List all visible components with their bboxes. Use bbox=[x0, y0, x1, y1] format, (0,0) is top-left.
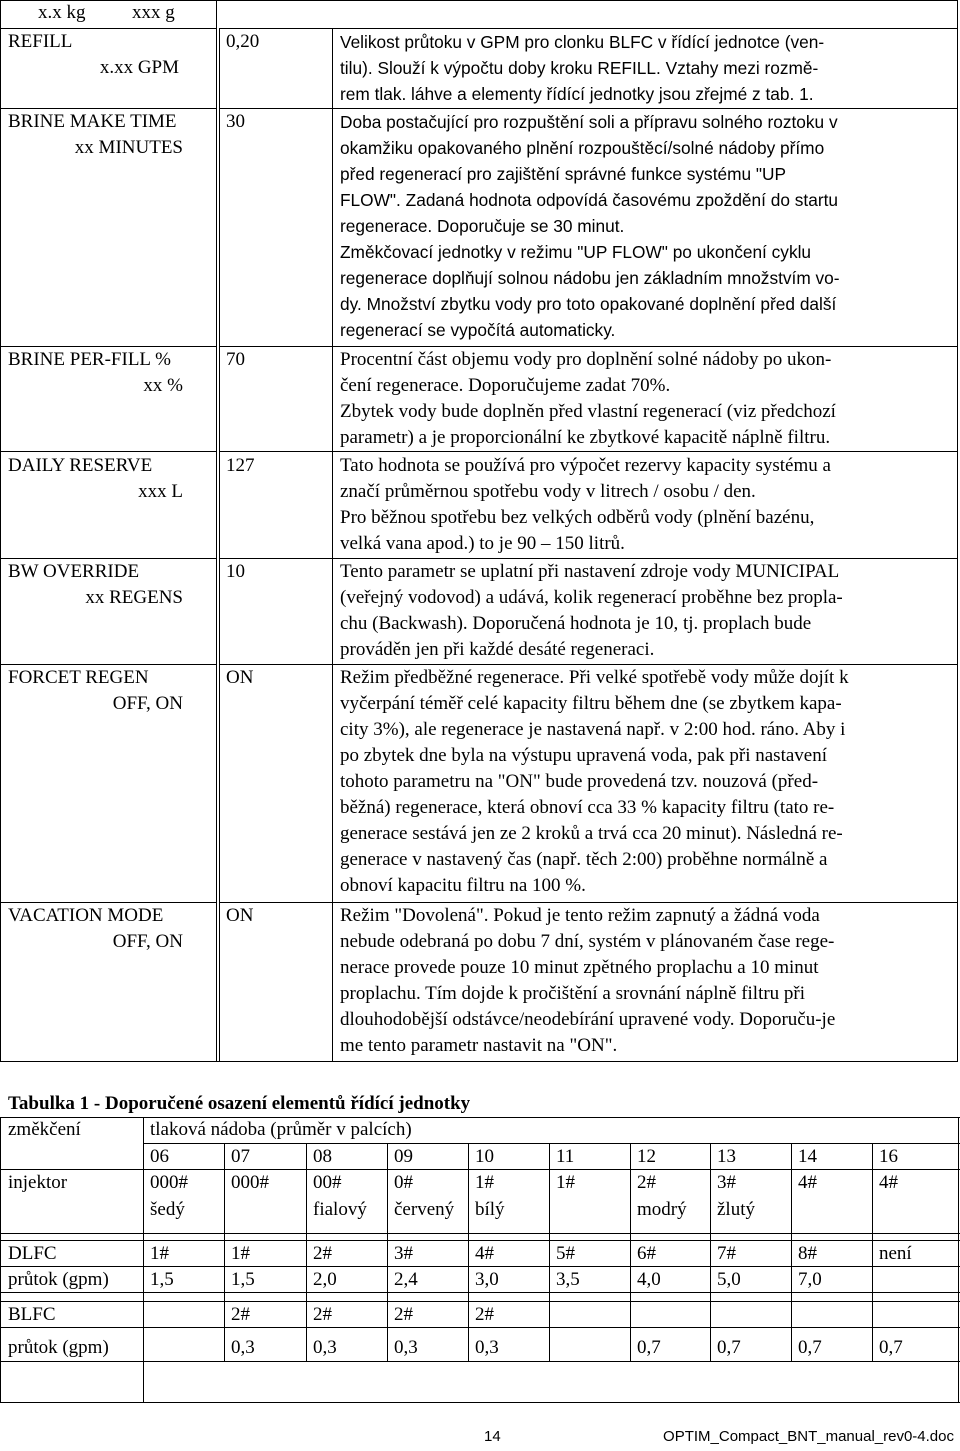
desc-line: dy. Množství zbytku vody pro toto opakované doplnění před další bbox=[340, 294, 837, 314]
desc-line: po zbytek dne byla na výstupu upravená voda, pak při nastavení bbox=[340, 745, 827, 766]
param-name-line2: OFF, ON bbox=[112, 931, 183, 952]
desc-line: (veřejný vodovod) a udává, kolik regenerací proběhne bez propla- bbox=[340, 587, 843, 608]
blfc-flow-value: 0,3 bbox=[394, 1337, 418, 1358]
injektor-code: 00# bbox=[313, 1172, 342, 1193]
table1-line bbox=[872, 1143, 873, 1361]
desc-line bbox=[340, 1033, 946, 1059]
dlfc-flow-value: 2,0 bbox=[313, 1269, 337, 1290]
injektor-code: 2# bbox=[637, 1172, 656, 1193]
param-desc-bw-override bbox=[340, 559, 946, 663]
injektor-color: fialový bbox=[313, 1199, 367, 1220]
table1-line bbox=[0, 1402, 960, 1403]
blfc-flow-value: 0,7 bbox=[637, 1337, 661, 1358]
desc-line: chu (Backwash). Doporučená hodnota je 10, tj. proplach bude bbox=[340, 613, 812, 634]
param-name-line2: x.xx GPM bbox=[99, 57, 179, 78]
table1-line bbox=[791, 1143, 792, 1361]
header-unit-g: xxx g bbox=[132, 2, 175, 23]
size-07: 07 bbox=[231, 1146, 250, 1167]
param-name-vacation-mode bbox=[0, 903, 216, 955]
param-name-line1: FORCET REGEN bbox=[8, 667, 149, 688]
dlfc-value: není bbox=[879, 1243, 912, 1264]
desc-line: Doba postačující pro rozpuštění soli a přípravu solného roztoku v bbox=[340, 112, 838, 132]
dlfc-value: 8# bbox=[798, 1243, 817, 1264]
desc-line: čení regenerace. Doporučujeme zadat 70%. bbox=[340, 375, 671, 396]
dlfc-value: 4# bbox=[475, 1243, 494, 1264]
desc-line: tilu). Slouží k výpočtu doby kroku REFILL. Vztahy mezi rozmě- bbox=[340, 58, 819, 78]
desc-line: nerace provede pouze 10 minut zpětného proplachu a 10 minut bbox=[340, 957, 819, 978]
size-10: 10 bbox=[475, 1146, 494, 1167]
dlfc-value: 1# bbox=[150, 1243, 169, 1264]
desc-line: regenerací se vypočítá automaticky. bbox=[340, 320, 616, 340]
param-name-daily-reserve bbox=[0, 453, 216, 505]
desc-line: Procentní část objemu vody pro doplnění solné nádoby po ukon- bbox=[340, 349, 832, 370]
size-09: 09 bbox=[394, 1146, 413, 1167]
footer-filename: OPTIM_Compact_BNT_manual_rev0-4.doc bbox=[663, 1428, 954, 1445]
dlfc-value: 3# bbox=[394, 1243, 413, 1264]
blfc-flow-value: 0,7 bbox=[879, 1337, 903, 1358]
param-name-line1: BRINE PER-FILL % bbox=[8, 349, 171, 370]
dlfc-value: 6# bbox=[637, 1243, 656, 1264]
param-name-line2: xx REGENS bbox=[85, 587, 183, 608]
injektor-code: 0# bbox=[394, 1172, 413, 1193]
blfc-flow-value: 0,7 bbox=[717, 1337, 741, 1358]
desc-line: značí průměrnou spotřebu vody v litrech / osobu / den. bbox=[340, 481, 756, 502]
injektor-code: 4# bbox=[798, 1172, 817, 1193]
desc-line: tohoto parametru na "ON" bude provedená tzv. nouzová (před- bbox=[340, 771, 819, 792]
size-16: 16 bbox=[879, 1146, 898, 1167]
param-name-line1: REFILL bbox=[8, 31, 73, 52]
desc-line: city 3%), ale regenerace je nastavená např. v 2:00 hod. ráno. Aby i bbox=[340, 719, 846, 740]
table1-line bbox=[0, 1233, 960, 1234]
param-name-line1: BRINE MAKE TIME bbox=[8, 111, 177, 132]
dlfc-flow-value: 2,4 bbox=[394, 1269, 418, 1290]
desc-line: Změkčovací jednotky v režimu "UP FLOW" po ukončení cyklu bbox=[340, 242, 812, 262]
dlfc-value: 5# bbox=[556, 1243, 575, 1264]
blfc-flow-value: 0,3 bbox=[231, 1337, 255, 1358]
param-desc-brine-per-fill bbox=[340, 347, 946, 451]
injektor-code: 4# bbox=[879, 1172, 898, 1193]
desc-line: velká vana apod.) to je 90 – 150 litrů. bbox=[340, 533, 625, 554]
desc-line: Režim "Dovolená". Pokud je tento režim zapnutý a žádná voda bbox=[340, 905, 820, 926]
dlfc-value: 2# bbox=[313, 1243, 332, 1264]
injektor-color: červený bbox=[394, 1199, 455, 1220]
blfc-flow-label: průtok (gpm) bbox=[8, 1337, 109, 1358]
blfc-value: 2# bbox=[475, 1304, 494, 1325]
blfc-value: 2# bbox=[231, 1304, 250, 1325]
table1-head-left: změkčení bbox=[8, 1119, 81, 1140]
desc-line: nebude odebraná po dobu 7 dní, systém v plánovaném čase rege- bbox=[340, 931, 835, 952]
desc-line: rem tlak. láhve a elementy řídící jednotky jsou zřejmé z tab. 1. bbox=[340, 84, 814, 104]
param-value-bw-override: 10 bbox=[226, 561, 245, 582]
table1-head-right: tlaková nádoba (průměr v palcích) bbox=[150, 1119, 412, 1140]
table1-line bbox=[549, 1143, 550, 1361]
desc-line: generace sestává jen ze 2 kroků a trvá cca 20 minut). Následná re- bbox=[340, 823, 843, 844]
table-divider-value bbox=[332, 28, 333, 1062]
param-value-daily-reserve: 127 bbox=[226, 455, 255, 476]
param-value-vacation-mode: ON bbox=[226, 905, 254, 926]
desc-line: Zbytek vody bude doplněn před vlastní regenerací (viz předchozí bbox=[340, 401, 836, 422]
desc-line: vyčerpání téměř celé kapacity filtru během dne (se zbytkem kapa- bbox=[340, 693, 842, 714]
dlfc-flow-value: 4,0 bbox=[637, 1269, 661, 1290]
size-14: 14 bbox=[798, 1146, 817, 1167]
param-name-refill bbox=[0, 29, 216, 81]
blfc-flow-value: 0,3 bbox=[313, 1337, 337, 1358]
dlfc-label: DLFC bbox=[8, 1243, 57, 1264]
desc-line: běžná) regenerace, která obnoví cca 33 % kapacity filtru (tato re- bbox=[340, 797, 835, 818]
blfc-label: BLFC bbox=[8, 1304, 56, 1325]
desc-line: obnoví kapacitu filtru na 100 %. bbox=[340, 875, 586, 896]
table1-line bbox=[710, 1143, 711, 1361]
param-name-bw-override bbox=[0, 559, 216, 611]
header-unit-kg: x.x kg bbox=[38, 2, 86, 23]
param-value-brine-make-time: 30 bbox=[226, 111, 245, 132]
injektor-code: 1# bbox=[556, 1172, 575, 1193]
param-name-brine-per-fill bbox=[0, 347, 216, 399]
injektor-color: bílý bbox=[475, 1199, 505, 1220]
dlfc-flow-value: 1,5 bbox=[150, 1269, 174, 1290]
param-desc-forcet-regen bbox=[340, 665, 946, 899]
desc-line: před regenerací pro zajištění správné funkce systému "UP bbox=[340, 164, 787, 184]
desc-line: Velikost průtoku v GPM pro clonku BLFC v řídící jednotce (ven- bbox=[340, 32, 825, 52]
desc-line: Pro běžnou spotřebu bez velkých odběrů vody (plnění bazénu, bbox=[340, 507, 815, 528]
injektor-color: žlutý bbox=[717, 1199, 755, 1220]
table1-line bbox=[224, 1143, 225, 1361]
injektor-label: injektor bbox=[8, 1172, 68, 1193]
param-value-refill: 0,20 bbox=[226, 31, 260, 52]
param-name-line2: xxx L bbox=[138, 481, 183, 502]
blfc-value: 2# bbox=[313, 1304, 332, 1325]
desc-line: prováděn jen při každé desáté regeneraci. bbox=[340, 639, 655, 660]
page-number: 14 bbox=[484, 1428, 501, 1445]
injektor-code: 000# bbox=[150, 1172, 188, 1193]
dlfc-flow-value: 5,0 bbox=[717, 1269, 741, 1290]
size-08: 08 bbox=[313, 1146, 332, 1167]
table1-line bbox=[143, 1143, 960, 1144]
param-name-forcet-regen bbox=[0, 665, 216, 717]
param-name-line1: DAILY RESERVE bbox=[8, 455, 153, 476]
row-separator bbox=[0, 451, 217, 452]
desc-line: regenerace. Doporučuje se 30 minut. bbox=[340, 216, 625, 236]
dlfc-flow-value: 7,0 bbox=[798, 1269, 822, 1290]
table1-line bbox=[143, 1117, 144, 1402]
desc-line: okamžiku opakovaného plnění rozpouštěcí/solné nádoby přímo bbox=[340, 138, 825, 158]
injektor-code: 3# bbox=[717, 1172, 736, 1193]
param-name-line1: VACATION MODE bbox=[8, 905, 164, 926]
blfc-value: 2# bbox=[394, 1304, 413, 1325]
param-value-forcet-regen: ON bbox=[226, 667, 254, 688]
table1-line bbox=[958, 1117, 959, 1402]
desc-line: FLOW". Zadaná hodnota odpovídá časovému zpoždění do startu bbox=[340, 190, 838, 210]
table1-line bbox=[387, 1143, 388, 1361]
dlfc-value: 1# bbox=[231, 1243, 250, 1264]
param-name-brine-make-time bbox=[0, 109, 216, 161]
desc-line: generace v nastavený čas (např. těch 2:00) proběhne normálně a bbox=[340, 849, 828, 870]
table1-line bbox=[0, 1117, 960, 1118]
dlfc-value: 7# bbox=[717, 1243, 736, 1264]
desc-line: Tato hodnota se používá pro výpočet rezervy kapacity systému a bbox=[340, 455, 831, 476]
table1-title: Tabulka 1 - Doporučené osazení elementů řídící jednotky bbox=[8, 1093, 471, 1114]
param-value-brine-per-fill: 70 bbox=[226, 349, 245, 370]
table1 bbox=[0, 1117, 960, 1407]
size-13: 13 bbox=[717, 1146, 736, 1167]
dlfc-flow-value: 3,5 bbox=[556, 1269, 580, 1290]
table1-line bbox=[468, 1143, 469, 1361]
table-divider-name-inner bbox=[219, 28, 220, 1062]
injektor-code: 000# bbox=[231, 1172, 269, 1193]
table-border-bottom bbox=[0, 1061, 958, 1062]
param-name-line2: xx % bbox=[143, 375, 183, 396]
blfc-flow-value: 0,3 bbox=[475, 1337, 499, 1358]
param-desc-brine-make-time bbox=[340, 109, 946, 343]
desc-line: parametr) a je proporcionální ke zbytkové kapacitě náplně filtru. bbox=[340, 427, 831, 448]
desc-line-part: dlouhodobější odstávce/neodebírání upravené vody. Doporuču-je bbox=[340, 1009, 836, 1030]
size-06: 06 bbox=[150, 1146, 169, 1167]
table1-line bbox=[306, 1143, 307, 1361]
size-12: 12 bbox=[637, 1146, 656, 1167]
desc-line: proplachu. Tím dojde k pročištění a srovnání náplně filtru při bbox=[340, 983, 806, 1004]
row-separator bbox=[219, 451, 958, 452]
table1-line bbox=[0, 1361, 960, 1362]
blfc-flow-value: 0,7 bbox=[798, 1337, 822, 1358]
param-desc-daily-reserve bbox=[340, 453, 946, 557]
desc-line bbox=[340, 1007, 946, 1033]
dlfc-flow-value: 1,5 bbox=[231, 1269, 255, 1290]
injektor-color: šedý bbox=[150, 1199, 185, 1220]
table1-line bbox=[630, 1143, 631, 1361]
param-name-line2: xx MINUTES bbox=[74, 137, 183, 158]
param-desc-refill bbox=[340, 29, 946, 107]
desc-line: Režim předběžné regenerace. Při velké spotřebě vody může dojít k bbox=[340, 667, 849, 688]
table1-line bbox=[0, 1117, 1, 1402]
desc-line-part: me tento parametr nastavit na "ON". bbox=[340, 1035, 618, 1056]
param-name-line2: OFF, ON bbox=[112, 693, 183, 714]
size-11: 11 bbox=[556, 1146, 575, 1167]
param-name-line1: BW OVERRIDE bbox=[8, 561, 140, 582]
desc-line: regenerace doplňují solnou nádobu jen základním množstvím vo- bbox=[340, 268, 840, 288]
injektor-color: modrý bbox=[637, 1199, 687, 1220]
param-desc-vacation-mode bbox=[340, 903, 946, 1059]
dlfc-flow-value: 3,0 bbox=[475, 1269, 499, 1290]
desc-line: Tento parametr se uplatní při nastavení zdroje vody MUNICIPAL bbox=[340, 561, 840, 582]
dlfc-flow-label: průtok (gpm) bbox=[8, 1269, 109, 1290]
injektor-code: 1# bbox=[475, 1172, 494, 1193]
